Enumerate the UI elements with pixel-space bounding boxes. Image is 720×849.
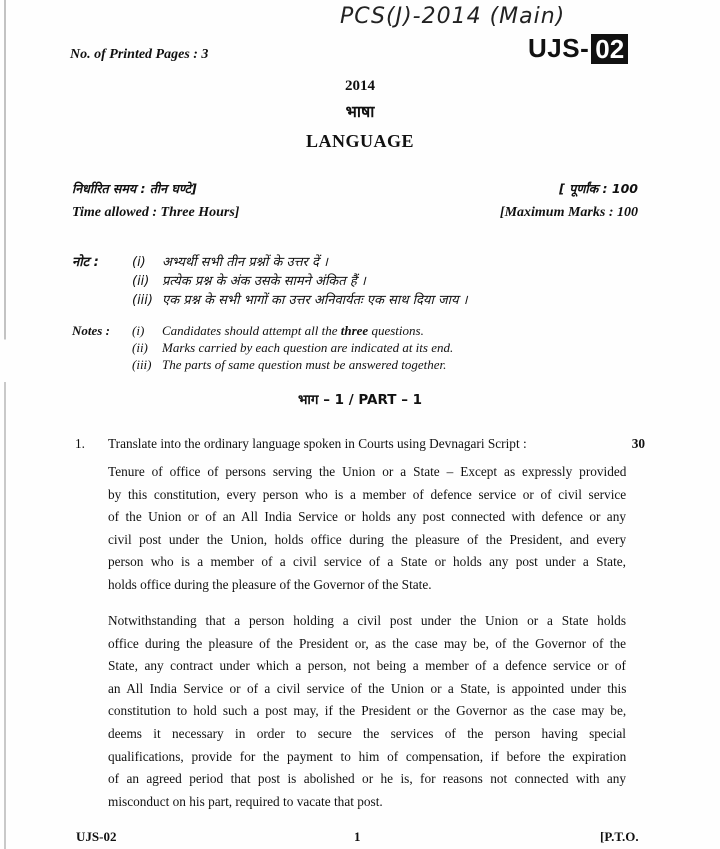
- max-marks-hindi: [ पूर्णांक : 100: [559, 181, 638, 196]
- passage-line: of the Union or of an All India Service or holds any post connected with defence or any: [108, 509, 626, 525]
- note-text: Candidates should attempt all the: [162, 323, 341, 338]
- time-allowed-hindi: निर्धारित समय : तीन घण्टे]: [72, 181, 197, 196]
- subject-hindi: भाषा: [345, 102, 375, 121]
- question-marks: 30: [631, 436, 645, 451]
- passage-line: qualifications, provide for the payment to him of compensation, if before the expiration: [108, 748, 626, 764]
- paper-code-number: 02: [591, 34, 628, 64]
- note-hindi-item: [132, 290, 468, 308]
- footer-page-number: 1: [354, 829, 361, 844]
- notes-hindi-label: नोट :: [72, 255, 99, 270]
- subject-english: LANGUAGE: [305, 131, 414, 151]
- passage-line: person who is a member of a civil service of a State or holds any post under a State,: [108, 554, 626, 570]
- note-english-item: [132, 357, 446, 373]
- paper-code: [528, 33, 628, 64]
- passage-line: holds office during the pleasure of the Governor of the State.: [108, 576, 432, 592]
- note-roman: (ii): [132, 340, 148, 355]
- note-text: अभ्यर्थी सभी तीन प्रश्नों के उत्तर दें ।: [162, 255, 328, 270]
- part-heading: भाग – 1 / PART – 1: [297, 392, 423, 408]
- note-text: प्रत्येक प्रश्न के अंक उसके सामने अंकित हैं ।: [162, 274, 366, 289]
- printed-pages-count: No. of Printed Pages : 3: [70, 47, 209, 62]
- note-english-item: [132, 323, 424, 339]
- note-roman: (i): [132, 255, 146, 270]
- passage-line: constitution to hold such a post may, if the President or the Governor as the case may be,: [108, 703, 626, 719]
- passage-paragraph: [108, 461, 626, 597]
- handwritten-note: PCS(J)-2014 (Main): [340, 4, 566, 29]
- note-text: questions.: [368, 323, 424, 338]
- note-hindi-item: [132, 252, 328, 270]
- note-text-bold: three: [340, 323, 369, 338]
- note-roman: (ii): [132, 274, 150, 289]
- passage-paragraph: [108, 610, 626, 813]
- note-english-item: [132, 340, 453, 356]
- notes-hindi: [72, 252, 632, 312]
- note-text: Marks carried by each question are indicated at its end.: [162, 340, 454, 355]
- notes-english-label: Notes :: [72, 323, 110, 338]
- note-hindi-item: [132, 271, 366, 289]
- passage-line: by this constitution, every person who is a member of defence service or of civil service: [108, 486, 626, 502]
- passage-line: deems it necessary in order to secure the services of the person having special: [108, 725, 626, 741]
- passage-line: an All India Service or of a civil service of the Union or a State, is appointed under this: [108, 680, 626, 696]
- note-text: The parts of same question must be answered together.: [162, 357, 447, 372]
- passage-line: misconduct on his part, required to vacate that post.: [108, 793, 383, 809]
- max-marks-english: [Maximum Marks : 100: [499, 205, 638, 220]
- notes-english: [72, 323, 632, 378]
- note-roman: (iii): [132, 357, 152, 372]
- note-roman: (iii): [132, 293, 153, 308]
- exam-year: 2014: [345, 78, 375, 94]
- paper-code-prefix: UJS-: [528, 33, 590, 63]
- question-number: 1.: [75, 436, 85, 451]
- passage-line: Notwithstanding that a person holding a civil post under the Union or a State holds: [108, 613, 626, 628]
- note-text: एक प्रश्न के सभी भागों का उत्तर अनिवार्यतः एक साथ दिया जाय ।: [162, 293, 468, 308]
- footer-pto: [P.T.O.: [600, 829, 639, 844]
- passage-line: civil post under the Union, holds office during the pleasure of the President, and every: [108, 531, 626, 547]
- passage-line: Tenure of office of persons serving the Union or a State – Except as expressly provided: [108, 464, 626, 479]
- passage-line: State, any contract under which a person, not being a member of a defence service or of: [108, 658, 626, 674]
- question-text: Translate into the ordinary language spoken in Courts using Devnagari Script :: [108, 436, 527, 451]
- passage-line: of an agreed period that post is abolished or he is, for reasons not connected with any: [108, 771, 626, 787]
- passage-line: office during the pleasure of the President or, as the case may be, of the Governor of the: [108, 635, 626, 651]
- scan-edge-mark: [4, 0, 6, 849]
- note-roman: (i): [132, 323, 145, 338]
- footer-code: UJS-02: [76, 829, 117, 844]
- time-allowed-english: Time allowed : Three Hours]: [72, 205, 240, 220]
